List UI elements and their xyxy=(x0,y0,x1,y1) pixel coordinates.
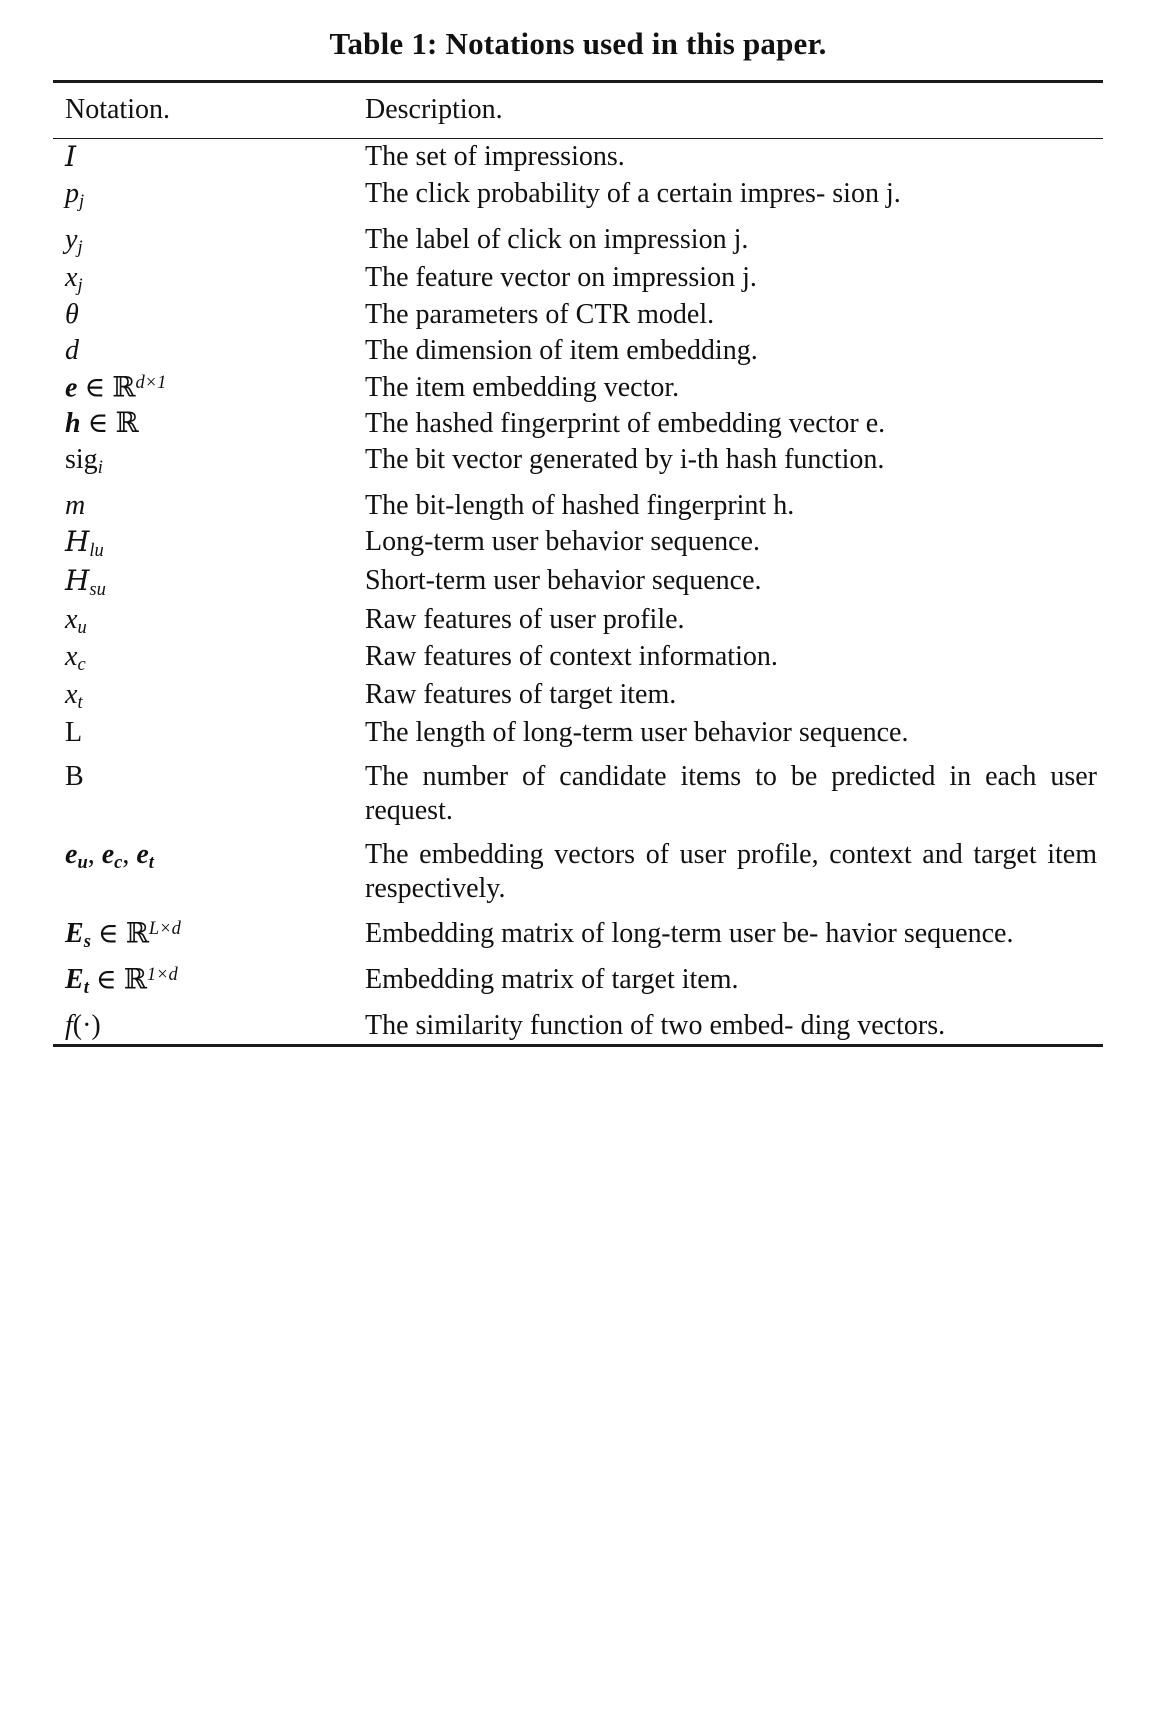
table-row xyxy=(53,333,1103,369)
notation-description: The click probability of a certain impres- sion j. xyxy=(365,178,901,210)
table-body xyxy=(53,139,1103,1045)
table-row xyxy=(53,406,1103,442)
notation-description: The length of long-term user behavior sequence. xyxy=(365,716,909,748)
table-row xyxy=(53,1000,1103,1046)
notation-symbol: $p_j$ xyxy=(65,178,85,212)
table-row xyxy=(53,176,1103,214)
header-row xyxy=(53,83,1103,139)
notation-symbol: d xyxy=(65,335,79,367)
notation-description: Long-term user behavior sequence. xyxy=(365,526,760,558)
table-row xyxy=(53,715,1103,751)
notation-symbol: $E_s$ ∈ ℝ$^{L\times d}$ xyxy=(65,917,181,951)
table-foot xyxy=(53,1045,1103,1047)
notation-description: The embedding vectors of user profile, context and target item respectively. xyxy=(365,839,1097,905)
table-row xyxy=(53,524,1103,563)
notation-description: The similarity function of two embed- ding vectors. xyxy=(365,1009,946,1041)
notation-symbol: $E_t$ ∈ ℝ$^{1\times d}$ xyxy=(65,963,178,998)
table-row xyxy=(53,751,1103,829)
notation-description: The hashed fingerprint of embedding vector e. xyxy=(365,408,886,440)
table-row xyxy=(53,480,1103,524)
notation-description: Embedding matrix of long-term user be- havior sequence. xyxy=(365,917,1014,949)
notation-description: Raw features of target item. xyxy=(365,679,677,710)
table-row xyxy=(53,829,1103,907)
notation-symbol: m xyxy=(65,489,86,521)
column-header-notation: Notation. xyxy=(65,94,170,125)
notation-symbol: L xyxy=(65,716,83,748)
notation-description: Raw features of user profile. xyxy=(365,603,685,635)
notation-symbol: I xyxy=(65,140,77,173)
table-row xyxy=(53,297,1103,333)
table-row xyxy=(53,677,1103,715)
notation-description: The dimension of item embedding. xyxy=(365,335,758,367)
table-row xyxy=(53,139,1103,176)
table-row xyxy=(53,563,1103,602)
notations-table xyxy=(53,80,1103,1047)
notation-description: The label of click on impression j. xyxy=(365,223,749,255)
notation-description: Raw features of context information. xyxy=(365,641,778,673)
notation-symbol: e ∈ ℝ$^{d\times 1}$ xyxy=(65,371,167,403)
notation-symbol: $x_u$ xyxy=(65,603,87,637)
notation-symbol: $x_j$ xyxy=(65,261,83,295)
table-row xyxy=(53,639,1103,677)
notation-symbol: $x_t$ xyxy=(65,679,83,713)
notation-description: The bit-length of hashed fingerprint h. xyxy=(365,489,795,521)
table-row xyxy=(53,954,1103,1000)
table-row xyxy=(53,370,1103,406)
notation-symbol: sig$_i$ xyxy=(65,444,103,478)
notation-description: The number of candidate items to be predicted in each user request. xyxy=(365,760,1097,827)
table-caption: Table 1: Notations used in this paper. xyxy=(329,26,827,61)
notation-description: The set of impressions. xyxy=(365,141,625,172)
notation-symbol: θ xyxy=(65,299,79,331)
notation-description: The item embedding vector. xyxy=(365,371,680,403)
notation-symbol: $y_j$ xyxy=(65,223,83,258)
notation-symbol: $H_{su}$ xyxy=(65,563,106,600)
rule-bottom xyxy=(53,1045,1103,1047)
column-header-description: Description. xyxy=(365,94,503,125)
notation-symbol: h ∈ ℝ xyxy=(65,408,139,440)
table-row xyxy=(53,908,1103,954)
table-head xyxy=(53,82,1103,140)
table-row xyxy=(53,602,1103,640)
notation-symbol: $e_u$, $e_c$, $e_t$ xyxy=(65,839,154,873)
notation-symbol: $H_{lu}$ xyxy=(65,525,104,561)
notation-description: Short-term user behavior sequence. xyxy=(365,564,762,596)
table-row xyxy=(53,214,1103,260)
notation-description: The parameters of CTR model. xyxy=(365,299,715,331)
table-row xyxy=(53,442,1103,480)
notation-description: The feature vector on impression j. xyxy=(365,261,757,293)
notation-symbol: f(·) xyxy=(65,1009,101,1041)
notation-description: Embedding matrix of target item. xyxy=(365,963,739,995)
notation-description: The bit vector generated by i-th hash function. xyxy=(365,444,885,476)
table-row xyxy=(53,260,1103,298)
notation-symbol: $x_c$ xyxy=(65,641,86,675)
notation-symbol: B xyxy=(65,760,84,792)
